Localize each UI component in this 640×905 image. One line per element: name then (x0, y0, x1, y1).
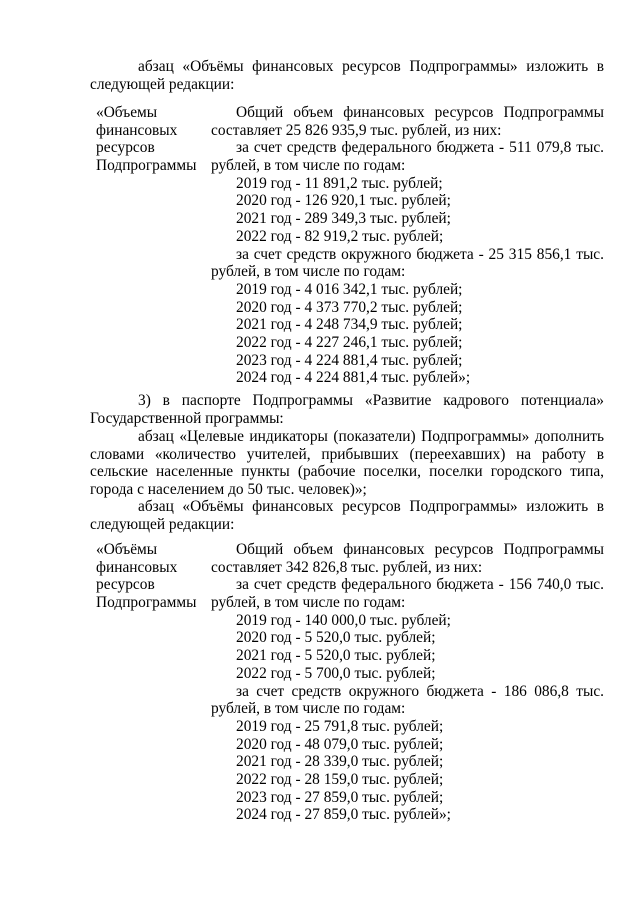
year-line: 2020 год - 48 079,0 тыс. рублей; (236, 735, 444, 753)
year-line: 2019 год - 11 891,2 тыс. рублей; (236, 174, 443, 192)
year-line: 2022 год - 28 159,0 тыс. рублей; (236, 770, 444, 788)
okrug-line: за счет средств окружного бюджета - 25 315 856,1 тыс. (236, 245, 604, 263)
label-line: Подпрограммы (96, 594, 197, 612)
paragraph-line: абзац «Объёмы финансовых ресурсов Подпрограммы» изложить в (138, 498, 604, 515)
total-line: Общий объем финансовых ресурсов Подпрограммы (236, 541, 604, 558)
paragraph-line: города с населением до 50 тыс. человек)»; (90, 481, 367, 499)
year-line: 2022 год - 5 700,0 тыс. рублей; (236, 664, 436, 682)
year-line: 2021 год - 289 349,3 тыс. рублей; (236, 210, 451, 228)
label-line: ресурсов (96, 139, 155, 157)
federal-line: за счет средств федерального бюджета - 511 079,8 тыс. (236, 139, 604, 157)
table-label-cell (96, 541, 206, 612)
federal-line: за счет средств федерального бюджета - 156 740,0 тыс. (236, 576, 604, 594)
table-content-cell (211, 541, 604, 824)
year-line: 2021 год - 4 248 734,9 тыс. рублей; (236, 316, 463, 334)
table-label-cell (96, 104, 206, 175)
label-line: «Объемы (96, 104, 158, 121)
paragraph-line: следующей редакции: (90, 75, 235, 93)
paragraph-target-indicators (90, 428, 604, 499)
total-line: Общий объем финансовых ресурсов Подпрограммы (236, 104, 604, 121)
year-line: 2022 год - 82 919,2 тыс. рублей; (236, 227, 444, 245)
year-line: 2019 год - 140 000,0 тыс. рублей; (236, 611, 451, 629)
paragraph-line: словами «количество учителей, прибывших (переехавших) на работу в (90, 445, 604, 463)
year-line: 2020 год - 126 920,1 тыс. рублей; (236, 192, 451, 210)
federal-line: рублей, в том числе по годам: (211, 594, 406, 612)
paragraph-amend-volumes-2 (90, 498, 604, 533)
year-line: 2022 год - 4 227 246,1 тыс. рублей; (236, 333, 463, 351)
total-line: составляет 342 826,8 тыс. рублей, из них: (211, 558, 483, 576)
paragraph-amend-volumes-1 (90, 58, 604, 93)
label-line: финансовых (96, 558, 178, 576)
year-line: 2021 год - 5 520,0 тыс. рублей; (236, 647, 436, 665)
label-line: Подпрограммы (96, 157, 197, 175)
year-line: 2020 год - 5 520,0 тыс. рублей; (236, 629, 436, 647)
paragraph-line: 3) в паспорте Подпрограммы «Развитие кадрового потенциала» (138, 392, 604, 409)
year-line: 2019 год - 25 791,8 тыс. рублей; (236, 717, 444, 735)
paragraph-passport-item-3 (90, 392, 604, 427)
total-line: составляет 25 826 935,9 тыс. рублей, из них: (211, 121, 502, 139)
year-line: 2024 год - 4 224 881,4 тыс. рублей»; (236, 369, 471, 387)
federal-line: рублей, в том числе по годам: (211, 157, 406, 175)
okrug-line: рублей, в том числе по годам: (211, 263, 406, 281)
year-line: 2020 год - 4 373 770,2 тыс. рублей; (236, 298, 463, 316)
year-line: 2023 год - 27 859,0 тыс. рублей; (236, 788, 444, 806)
year-line: 2023 год - 4 224 881,4 тыс. рублей; (236, 351, 463, 369)
label-line: «Объёмы (96, 541, 158, 558)
paragraph-line: сельские населенные пункты (рабочие поселки, поселки городского типа, (90, 463, 604, 481)
okrug-line: рублей, в том числе по годам: (211, 700, 406, 718)
okrug-line: за счет средств окружного бюджета - 186 086,8 тыс. (236, 682, 604, 700)
label-line: ресурсов (96, 576, 155, 594)
paragraph-line: абзац «Объёмы финансовых ресурсов Подпрограммы» изложить в (138, 58, 604, 75)
label-line: финансовых (96, 121, 178, 139)
paragraph-line: следующей редакции: (90, 515, 235, 533)
year-line: 2021 год - 28 339,0 тыс. рублей; (236, 753, 444, 771)
year-line: 2024 год - 27 859,0 тыс. рублей»; (236, 806, 451, 824)
paragraph-line: абзац «Целевые индикаторы (показатели) Подпрограммы» дополнить (138, 428, 604, 445)
table-content-cell (211, 104, 604, 387)
paragraph-line: Государственной программы: (90, 409, 284, 427)
year-line: 2019 год - 4 016 342,1 тыс. рублей; (236, 280, 463, 298)
